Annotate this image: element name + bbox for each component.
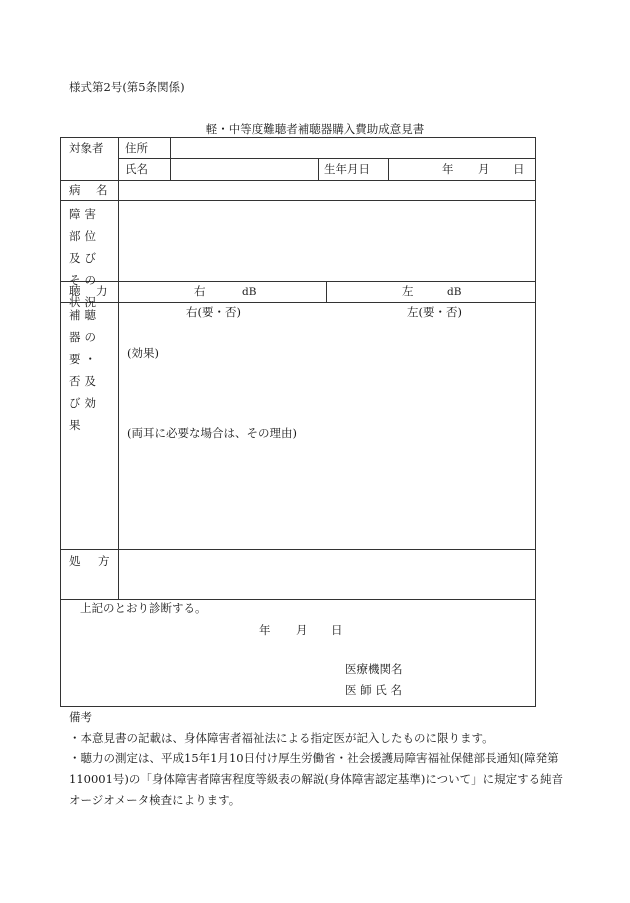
hearing-left-right-divider [326,281,327,302]
diagnosis-statement: 上記のとおり診断する。 [80,601,207,615]
diagnosis-month-unit: 月 [296,623,308,637]
field-label-divider [170,137,171,180]
disorder-field[interactable] [122,204,532,278]
disease-field[interactable] [122,183,532,198]
row-divider-hearing [60,302,536,303]
hearing-right-label: 右 [194,284,206,298]
birth-date-divider [388,158,389,180]
note-line-4: オージオメータ検査によります。 [69,793,241,807]
hearing-aid-label: 補聴器の要・否及び効果 [69,308,100,432]
hearing-left-label: 左 [402,284,414,298]
prescription-field[interactable] [122,553,532,595]
name-label: 氏名 [125,162,148,176]
row-divider-disease [60,200,536,201]
note-line-1: ・本意見書の記載は、身体障害者福祉法による指定医が記入したものに限ります。 [69,731,494,745]
disorder-label: 障害部位及びその状況 [69,207,100,309]
row-divider-aid [60,549,536,550]
note-line-3: 110001号)の「身体障害者障害程度等級表の解説(身体障害認定基準)について」に規定する純音 [69,772,564,786]
hearing-label: 聴 力 [69,284,110,298]
name-field[interactable] [174,161,314,177]
hearing-right-unit: dB [242,286,257,298]
birth-year-unit: 年 [442,162,454,176]
label-column-divider [118,137,119,599]
institution-name-label: 医療機関名 [345,662,403,676]
notes-heading: 備考 [69,710,92,724]
both-ears-reason-label: (両耳に必要な場合は、その理由) [127,426,297,440]
document-title: 軽・中等度難聴者補聴器購入費助成意見書 [205,122,425,136]
diagnosis-year-unit: 年 [259,623,271,637]
doctor-name-label: 医 師 氏 名 [345,683,402,697]
address-field[interactable] [174,140,532,156]
row-divider-prescription [60,599,536,600]
birth-month-unit: 月 [478,162,490,176]
row-divider-address [118,158,536,159]
hearing-left-unit: dB [447,286,462,298]
row-divider-disorder [60,281,536,282]
address-label: 住所 [125,141,148,155]
row-divider-subject [60,180,536,181]
form-number: 様式第2号(第5条関係) [69,80,185,94]
subject-label: 対象者 [69,141,104,155]
name-birth-divider [318,158,319,180]
birth-day-unit: 日 [513,162,525,176]
note-line-2: ・聴力の測定は、平成15年1月10日付け厚生労働省・社会援護局障害福祉保健部長通知(障発第 [69,751,559,765]
diagnosis-day-unit: 日 [331,623,343,637]
aid-effect-label: (効果) [127,346,159,360]
prescription-label: 処 方 [69,554,113,568]
aid-left-need[interactable]: 左(要・否) [407,305,462,319]
birth-date-label: 生年月日 [324,162,370,176]
disease-label: 病 名 [69,183,110,197]
aid-right-need[interactable]: 右(要・否) [186,305,241,319]
